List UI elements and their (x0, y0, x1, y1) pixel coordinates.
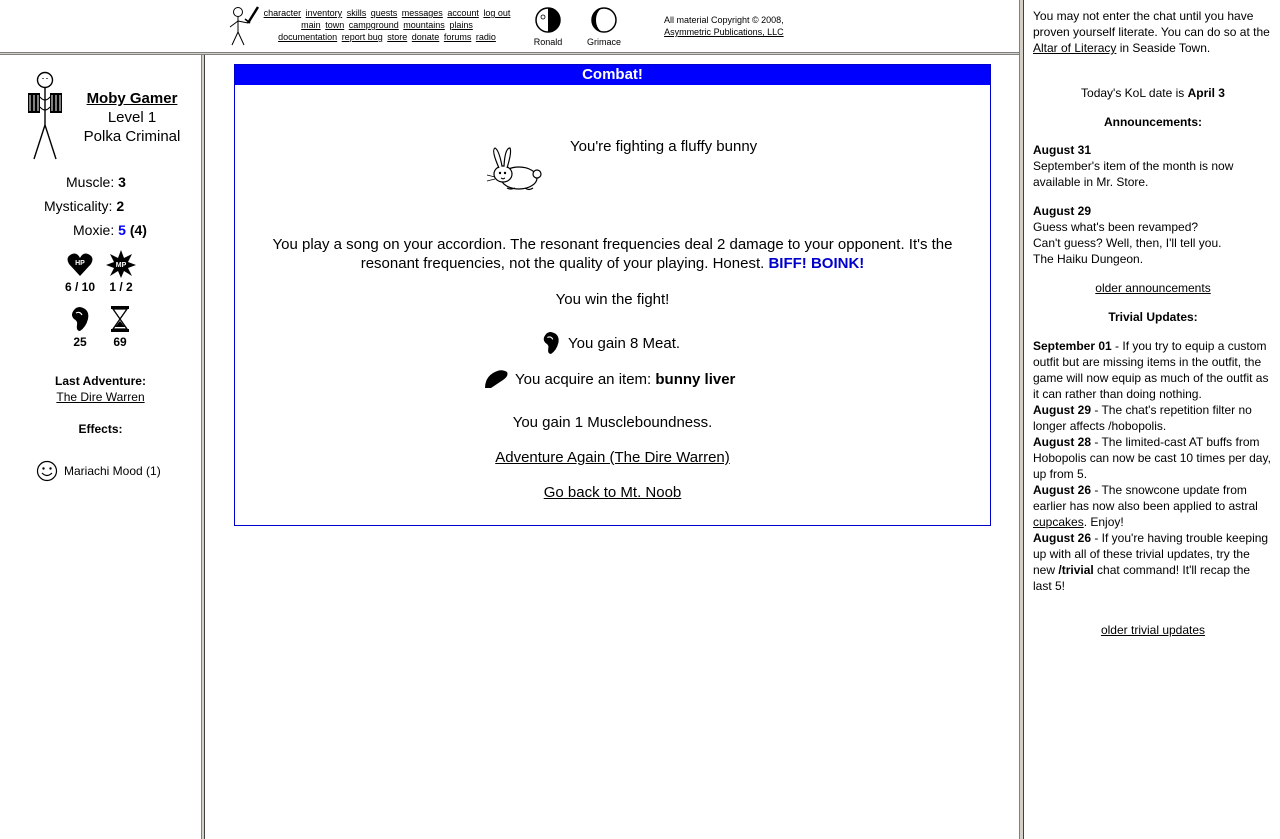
chat-pane (1024, 0, 1280, 839)
nav-row-3 (260, 31, 514, 43)
moon-grimace-label: Grimace (586, 37, 621, 47)
trivial-updates-title: Trivial Updates: (1108, 310, 1198, 324)
announcement-line: Guess what's been revamped? (1033, 220, 1199, 234)
mp-value: 1 / 2 (109, 280, 133, 294)
monster-text: You're fighting a fluffy bunny (570, 138, 758, 155)
trivial-update-item (1033, 482, 1271, 530)
trivial-date: August 29 (1033, 403, 1092, 417)
starburst-mp-icon[interactable] (106, 250, 136, 278)
trivial-updates-list (1033, 338, 1271, 594)
moxie-buffed-value: 5 (118, 222, 126, 238)
meat-icon (68, 305, 92, 333)
nav-link-skills[interactable]: skills (346, 8, 367, 18)
adventures-stat (103, 305, 137, 349)
effect-name: Mariachi Mood (1) (64, 464, 161, 478)
smiley-effect-icon[interactable] (36, 460, 58, 482)
meat-gain-row (540, 329, 680, 357)
trivial-text: chat command! It'll recap the last 5! (1033, 563, 1251, 593)
trivial-text: - The snowcone update from earlier has now also been applied to astral (1033, 483, 1258, 513)
adventure-again-link-row (235, 449, 990, 466)
trivial-text: - If you're having trouble keeping up with all of these trivial updates, try the new (1033, 531, 1269, 577)
trivial-text: - The chat's repetition filter no longer affects /hobopolis. (1033, 403, 1252, 433)
older-trivial-updates-link[interactable]: older trivial updates (1100, 623, 1206, 637)
announcements-title: Announcements: (1103, 115, 1202, 129)
hourglass-icon (109, 305, 131, 333)
trivial-update-item (1033, 402, 1271, 434)
character-name-block (80, 89, 184, 146)
item-gain-row (483, 368, 735, 390)
trivial-date: August 26 (1033, 531, 1092, 545)
meat-stat (63, 305, 97, 349)
hp-value: 6 / 10 (64, 280, 96, 294)
announcement-item (1033, 203, 1273, 267)
announcement-item (1033, 142, 1273, 190)
nav-link-main[interactable]: main (301, 20, 321, 30)
muscle-value: 3 (118, 174, 126, 190)
trivial-update-item (1033, 530, 1271, 594)
older-announcements-row (1033, 280, 1273, 296)
meat-icon (540, 329, 562, 357)
altar-of-literacy-link[interactable]: Altar of Literacy (1033, 41, 1117, 55)
mysticality-label: Mysticality: (44, 198, 113, 214)
mp-stat (104, 250, 138, 294)
effect-row[interactable] (36, 460, 161, 482)
nav-row-1 (260, 7, 514, 19)
cupcakes-link[interactable]: cupcakes (1033, 515, 1084, 529)
nav-link-messages[interactable]: messages (401, 8, 443, 18)
moxie-label: Moxie: (73, 222, 115, 238)
stat-gain-text: You gain 1 Muscleboundness. (512, 414, 713, 431)
heart-hp-icon[interactable] (66, 252, 94, 278)
nav-link-quests[interactable]: quests (370, 8, 398, 18)
combat-panel (234, 64, 991, 526)
muscle-label: Muscle: (66, 174, 115, 190)
nav-link-character[interactable]: character (263, 8, 302, 18)
nav-link-report-bug[interactable]: report bug (341, 32, 383, 42)
frame-divider-left[interactable] (201, 55, 205, 839)
nav-link-radio[interactable]: radio (475, 32, 496, 42)
trivial-update-item (1033, 338, 1271, 402)
go-back-link-row (235, 484, 990, 501)
item-name[interactable]: bunny liver (655, 370, 736, 388)
meat-gain-text: You gain 8 Meat. (568, 334, 681, 352)
adventure-again-link[interactable]: Adventure Again (The Dire Warren) (495, 449, 730, 466)
mp-icon-label: MP (115, 262, 127, 269)
top-nav-links (260, 7, 514, 43)
nav-link-plains[interactable]: plains (449, 20, 473, 30)
hp-icon-label: HP (75, 260, 85, 267)
announcement-line: The Haiku Dungeon. (1033, 252, 1144, 266)
meat-value: 25 (73, 335, 87, 349)
literacy-text-pre: You may not enter the chat until you have proven yourself literate. You can do so at the (1033, 9, 1270, 39)
nav-link-campground[interactable]: campground (348, 20, 399, 30)
moon-ronald (528, 6, 568, 47)
nav-link-inventory[interactable]: inventory (305, 8, 343, 18)
announcement-line: Can't guess? Well, then, I'll tell you. (1033, 236, 1222, 250)
character-level: Level 1 (107, 109, 157, 126)
trivial-date: August 26 (1033, 483, 1092, 497)
publisher-link[interactable]: Asymmetric Publications, LLC (664, 27, 784, 37)
nav-link-documentation[interactable]: documentation (278, 32, 338, 42)
trivial-date: September 01 (1033, 339, 1112, 353)
nav-link-store[interactable]: store (387, 32, 408, 42)
avatar[interactable] (22, 69, 68, 161)
nav-link-town[interactable]: town (325, 20, 345, 30)
go-back-link[interactable]: Go back to Mt. Noob (543, 484, 682, 501)
effects-label: Effects: (78, 422, 123, 436)
older-announcements-link[interactable]: older announcements (1095, 281, 1211, 295)
moxie-stat (73, 222, 147, 238)
literacy-notice (1033, 8, 1273, 56)
muscle-stat (66, 174, 126, 190)
moon-grimace-icon (590, 6, 618, 34)
nav-link-account[interactable]: account (447, 8, 479, 18)
trivial-command: /trivial (1058, 563, 1094, 577)
combat-result-text: You play a song on your accordion. The resonant frequencies deal 2 damage to your opponent. It's the resonant frequencies, not the quality of your playing. Honest. (272, 236, 953, 272)
copyright-line: All material Copyright © 2008, (664, 15, 784, 25)
kol-date-label: Today's KoL date is (1081, 86, 1185, 100)
mysticality-value: 2 (116, 198, 125, 214)
kol-date-value: April 3 (1187, 86, 1225, 100)
trivial-text: . Enjoy! (1083, 515, 1124, 529)
nav-link-forums[interactable]: forums (443, 32, 472, 42)
item-prefix: You acquire an item: (515, 370, 652, 388)
moon-ronald-label: Ronald (533, 37, 563, 47)
kol-date (1033, 85, 1273, 101)
stick-figure-sword-icon[interactable] (226, 5, 260, 47)
older-trivial-row (1033, 622, 1273, 638)
last-adventure-link[interactable]: The Dire Warren (56, 390, 145, 404)
trivial-text: - If you try to equip a custom outfit but are missing items in the outfit, the game will now equip as much of the outfit as it can rather than doing nothing. (1033, 339, 1269, 401)
trivial-date: August 28 (1033, 435, 1092, 449)
copyright (664, 14, 784, 38)
combat-result (255, 235, 970, 273)
fluffy-bunny-image (483, 144, 547, 194)
announcement-text: September's item of the month is now available in Mr. Store. (1033, 159, 1234, 189)
trivial-update-item (1033, 434, 1271, 482)
trivial-text: - The limited-cast AT buffs from Hobopolis can now be cast 10 times per day, up from 5. (1033, 435, 1271, 481)
combat-header: Combat! (235, 65, 990, 85)
nav-link-mountains[interactable]: mountains (403, 20, 445, 30)
literacy-text-post: in Seaside Town. (1119, 41, 1211, 55)
moon-grimace (584, 6, 624, 47)
top-menu-frame (0, 0, 1020, 53)
bunny-liver-icon[interactable] (483, 368, 509, 390)
character-pane (0, 55, 201, 839)
adventures-value: 69 (113, 335, 127, 349)
announcement-date: August 31 (1033, 143, 1092, 157)
hp-stat (63, 252, 97, 294)
win-text: You win the fight! (555, 291, 670, 308)
nav-link-logout[interactable]: log out (483, 8, 511, 18)
character-name[interactable]: Moby Gamer (86, 90, 178, 107)
nav-link-donate[interactable]: donate (411, 32, 440, 42)
last-adventure-label: Last Adventure: (55, 374, 146, 388)
moon-ronald-icon (534, 6, 562, 34)
biff-boink-text: BIFF! BOINK! (768, 255, 865, 272)
nav-row-2 (260, 19, 514, 31)
announcement-date: August 29 (1033, 204, 1092, 218)
character-title: Polka Criminal (83, 128, 181, 145)
item-gain-text (515, 371, 735, 388)
moxie-base-value: (4) (129, 222, 147, 238)
mysticality-stat (44, 198, 124, 214)
